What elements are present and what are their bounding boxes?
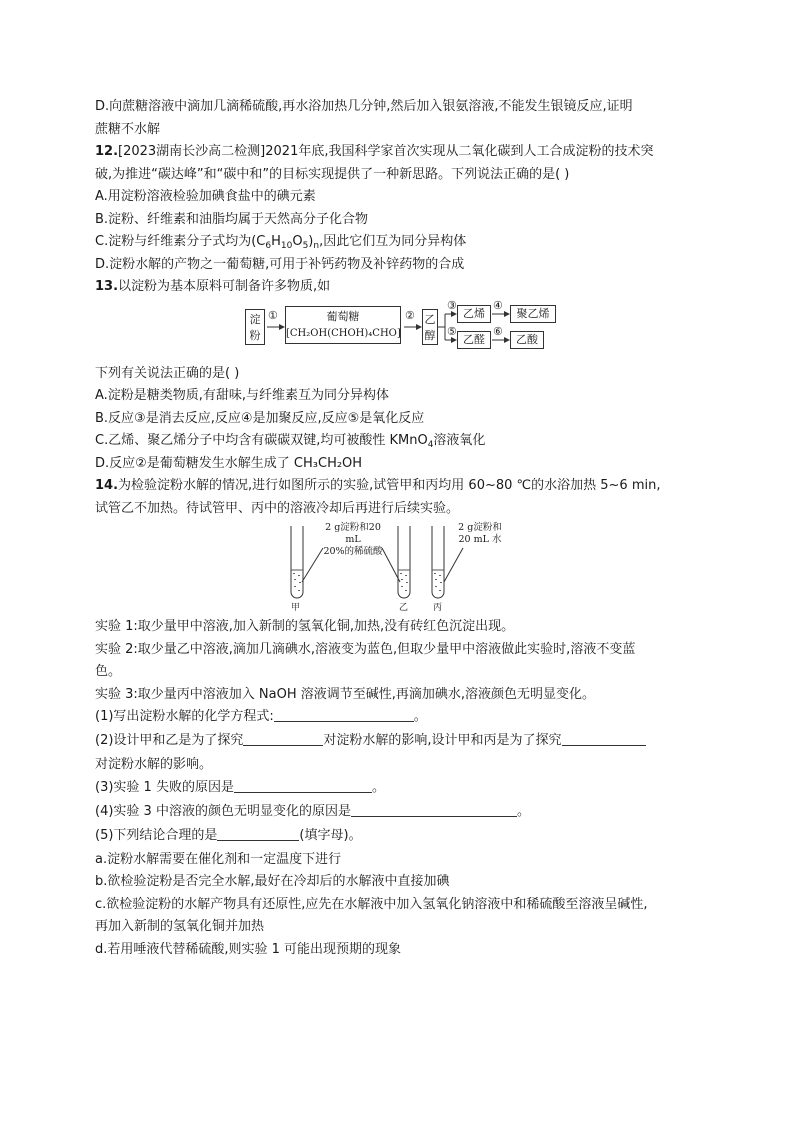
node-acetaldehyde: 乙醛 [457, 331, 491, 349]
sub-n: n [313, 241, 320, 251]
option-a: a.淀粉水解需要在催化剂和一定温度下进行 [95, 851, 342, 867]
q14-stem-line1 [95, 477, 703, 500]
q11-option-d-line2: 蔗糖不水解 [95, 121, 161, 137]
left-label-line2: 20%的稀硫酸 [323, 546, 383, 557]
q13-question: 下列有关说法正确的是( ) [95, 365, 240, 381]
sub2-text-a: (2)设计甲和乙是为了探究 [95, 733, 244, 748]
q12-stem-line1 [95, 143, 703, 166]
sub5-text: (5)下列结论合理的是 [95, 827, 218, 843]
q12-stem-text: [2023湖南长沙高二检测]2021年底,我国科学家首次实现从二氧化碳到人工合成淀粉的技术突 [118, 144, 654, 159]
right-label-line2: 20 mL 水 [458, 534, 502, 545]
q14-stem-text: 为检验淀粉水解的情况,进行如图所示的实验,试管甲和丙均用 60~80 ℃的水浴加热 5~6 min, [118, 478, 661, 493]
sub4-text: (4)实验 3 中溶液的颜色无明显变化的原因是 [95, 803, 351, 819]
answer-blank-5[interactable] [217, 827, 299, 841]
sub4-end: 。 [516, 803, 530, 819]
answer-blank-1[interactable] [274, 708, 414, 722]
starch-conversion-flowchart [95, 298, 703, 361]
close-paren: ) [308, 234, 314, 249]
sub1-text: (1)写出淀粉水解的化学方程式: [95, 709, 274, 724]
node-acetic-acid: 乙酸 [510, 331, 544, 349]
node-starch-char1: 淀 [249, 312, 261, 326]
q12-number: 12. [95, 144, 119, 159]
sub-question-2 [95, 732, 703, 756]
sub-question-2-line2: 对淀粉水解的影响。 [95, 757, 213, 772]
sub3-end: 。 [371, 779, 385, 795]
q12-option-c-post: ,因此它们互为同分异构体 [319, 234, 467, 249]
node-ethylene: 乙烯 [457, 305, 491, 323]
test-tube-figure [95, 522, 703, 612]
sub-question-1 [95, 708, 703, 732]
worksheet-page [95, 98, 703, 963]
glucose-name: 葡萄糖 [326, 309, 360, 323]
node-polyethylene: 聚乙烯 [510, 305, 556, 323]
answer-blank-2a[interactable] [243, 732, 323, 746]
tube-label-jia: 甲 [291, 603, 301, 613]
q14-stem-line2: 试管乙不加热。待试管甲、丙中的溶液冷却后再进行后续实验。 [95, 500, 460, 516]
q13-option-b: B.反应③是消去反应,反应④是加聚反应,反应⑤是氧化反应 [95, 410, 425, 426]
step-5-label: ⑤ [447, 324, 457, 338]
sub-4: 4 [427, 440, 434, 450]
answer-blank-4[interactable] [351, 803, 517, 817]
q13-option-c [95, 432, 703, 455]
step-2-label: ② [405, 308, 415, 322]
q12-option-a: A.用淀粉溶液检验加碘食盐中的碘元素 [95, 189, 316, 204]
answer-blank-2b[interactable] [562, 732, 646, 746]
glucose-formula: [CH₂OH(CHOH)₄CHO] [286, 327, 401, 339]
node-ethanol-char2: 醇 [424, 328, 436, 342]
option-c-line1: c.欲检验淀粉的水解产物具有还原性,应先在水解液中加入氢氧化钠溶液中和稀硫酸至溶液呈碱性, [95, 896, 648, 912]
tube-label-yi: 乙 [399, 603, 409, 613]
q13-option-a: A.淀粉是糖类物质,有甜味,与纤维素互为同分异构体 [95, 388, 390, 403]
sub-5: 5 [302, 241, 309, 251]
q12-stem-line2: 破,为推进“碳达峰”和“碳中和”的目标实现提供了一种新思路。下列说法正确的是( ) [95, 166, 570, 182]
q13-option-c-post: 溶液氧化 [433, 433, 486, 448]
option-b: b.欲检验淀粉是否完全水解,最好在冷却后的水解液中直接加碘 [95, 874, 450, 889]
answer-blank-3[interactable] [234, 779, 372, 793]
sub-question-5 [95, 827, 703, 851]
q14-number: 14. [95, 478, 119, 493]
q13-number: 13. [95, 279, 119, 294]
q12-option-c [95, 233, 703, 256]
q13-stem-text: 以淀粉为基本原料可制备许多物质,如 [118, 279, 331, 294]
experiment-1: 实验 1:取少量甲中溶液,加入新制的氢氧化铜,加热,没有砖红色沉淀出现。 [95, 619, 515, 634]
right-tube-label [452, 522, 508, 546]
experiment-3: 实验 3:取少量丙中溶液加入 NaOH 溶液调节至碱性,再滴加碘水,溶液颜色无明显变化。 [95, 686, 596, 702]
sub3-text: (3)实验 1 失败的原因是 [95, 779, 234, 795]
test-tubes-drawing [95, 522, 703, 612]
node-ethanol [422, 309, 438, 345]
sub-question-4 [95, 803, 703, 827]
q12-option-d: D.淀粉水解的产物之一葡萄糖,可用于补钙药物及补锌药物的合成 [95, 256, 465, 272]
sub1-end: 。 [413, 709, 427, 724]
o-symbol: O [292, 234, 303, 249]
q13-option-d: D.反应②是葡萄糖发生水解生成了 CH₃CH₂OH [95, 455, 363, 471]
option-d: d.若用唾液代替稀硫酸,则实验 1 可能出现预期的现象 [95, 941, 402, 957]
sub-6: 6 [265, 241, 272, 251]
q12-option-b: B.淀粉、纤维素和油脂均属于天然高分子化合物 [95, 211, 369, 227]
left-label-line1: 2 g淀粉和20 mL [325, 522, 381, 545]
sub5-end: (填字母)。 [299, 827, 362, 843]
step-4-label: ④ [493, 298, 503, 312]
sub-10: 10 [280, 241, 293, 251]
left-tube-label [317, 522, 389, 558]
experiment-2-line1: 实验 2:取少量乙中溶液,滴加几滴碘水,溶液变为蓝色,但取少量甲中溶液做此实验时,溶液不变蓝 [95, 641, 636, 657]
q12-option-c-pre: C.淀粉与纤维素分子式均为(C [95, 234, 266, 249]
q13-stem [95, 278, 703, 301]
step-1-label: ① [268, 308, 278, 322]
right-label-line1: 2 g淀粉和 [458, 522, 502, 533]
node-ethanol-char1: 乙 [424, 312, 436, 326]
option-c-line2: 再加入新制的氢氧化铜并加热 [95, 919, 265, 934]
node-starch-char2: 粉 [249, 328, 261, 342]
step-6-label: ⑥ [493, 324, 503, 338]
h-symbol: H [271, 234, 281, 249]
q11-option-d-line1: D.向蔗糖溶液中滴加几滴稀硫酸,再水浴加热几分钟,然后加入银氨溶液,不能发生银镜反应,证明 [95, 99, 633, 114]
sub-question-3 [95, 779, 703, 803]
node-starch [245, 309, 265, 345]
tube-label-bing: 丙 [433, 603, 443, 613]
sub2-text-b: 对淀粉水解的影响,设计甲和丙是为了探究 [323, 733, 562, 748]
experiment-2-line2: 色。 [95, 664, 122, 679]
q13-option-c-pre: C.乙烯、聚乙烯分子中均含有碳碳双键,均可被酸性 KMnO [95, 433, 428, 448]
node-glucose [285, 306, 401, 344]
step-3-label: ③ [447, 298, 457, 312]
